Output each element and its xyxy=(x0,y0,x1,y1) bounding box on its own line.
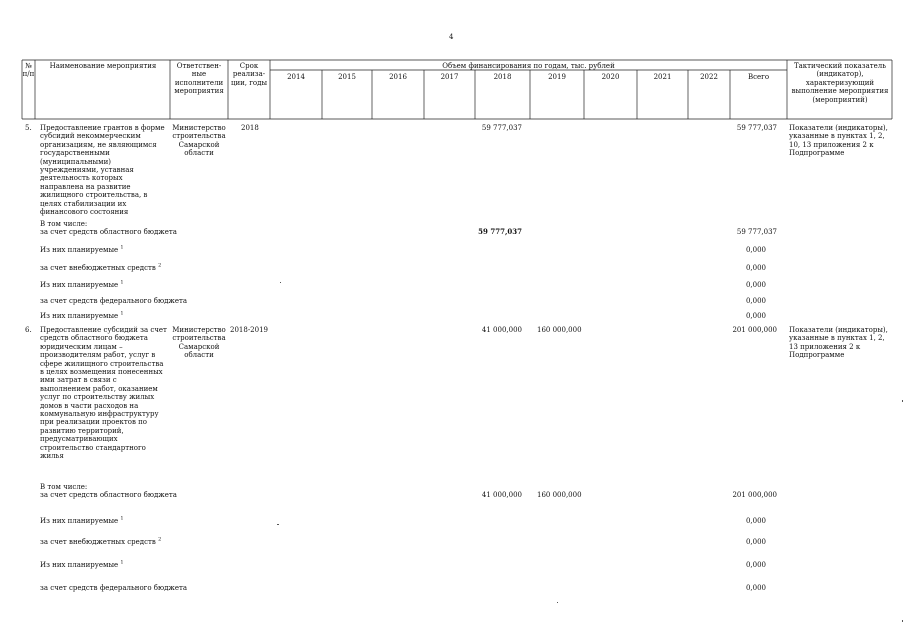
scan-speck xyxy=(280,282,281,283)
row6-sub-federal: за счет средств федерального бюджета xyxy=(40,584,188,592)
row5-sub-regional: за счет средств областного бюджета xyxy=(40,228,177,236)
row5-total: 59 777,037 xyxy=(736,124,777,132)
row6-2018: 41 000,000 xyxy=(481,326,522,334)
row5-sub-extrabudget: за счет внебюджетных средств $^2$ xyxy=(40,262,162,272)
year-total: Всего xyxy=(747,73,770,81)
row6-sub-regional: за счет средств областного бюджета xyxy=(40,491,177,499)
header-name: Наименование мероприятия xyxy=(49,62,157,70)
row6-term: 2018-2019 xyxy=(230,326,268,334)
row5-sub-planned-3-total: 0,000 xyxy=(745,312,766,320)
row5-sub-regional-total: 59 777,037 xyxy=(736,228,777,236)
row6-responsible: Министерство строительства Самарской области xyxy=(172,326,226,360)
year-2021: 2021 xyxy=(653,73,672,81)
header-responsible: Ответствен-ные исполнители мероприятия xyxy=(174,62,224,96)
row6-sub-regional-2018: 41 000,000 xyxy=(481,491,522,499)
row5-sub-federal-total: 0,000 xyxy=(745,297,766,305)
row6-including: В том числе: xyxy=(40,483,88,491)
row5-sub-regional-2018: 59 777,037 xyxy=(478,227,522,236)
year-2020: 2020 xyxy=(601,73,620,81)
scan-speck xyxy=(277,524,279,525)
row6-sub-planned-2: Из них планируемые $^1$ xyxy=(40,559,124,569)
header-financing-title: Объем финансирования по годам, тыс. рублей xyxy=(442,62,615,70)
row6-num: 6. xyxy=(25,326,32,334)
row6-sub-regional-total: 201 000,000 xyxy=(732,491,777,499)
year-2018: 2018 xyxy=(493,73,512,81)
row5-name: Предоставление грантов в форме субсидий некоммерческим организациям, не являющимся государственными (муниципальными) учреждениями, уставная деятельность которых направлена на развитие жилищного строительства, в целях стабилизации их финансового состояния xyxy=(40,124,165,217)
row5-sub-federal: за счет средств федерального бюджета xyxy=(40,297,188,305)
row5-indicator: Показатели (индикаторы), указанные в пунктах 1, 2, 10, 13 приложения 2 к Подпрограмме xyxy=(789,124,888,158)
row6-sub-regional-2019: 160 000,000 xyxy=(537,491,582,499)
year-2017: 2017 xyxy=(440,73,459,81)
row6-sub-extrabudget-total: 0,000 xyxy=(745,538,766,546)
row5-sub-planned-1: Из них планируемые $^1$ xyxy=(40,244,124,254)
row6-sub-extrabudget: за счет внебюджетных средств $^2$ xyxy=(40,536,162,546)
row5-num: 5. xyxy=(25,124,32,132)
scan-speck xyxy=(902,400,903,402)
row5-sub-planned-1-total: 0,000 xyxy=(745,246,766,254)
row5-2018: 59 777,037 xyxy=(481,124,522,132)
year-2016: 2016 xyxy=(389,73,407,81)
scan-speck xyxy=(902,620,903,622)
row5-term: 2018 xyxy=(241,124,259,132)
scan-speck xyxy=(557,602,558,603)
header-num-label: № п/п xyxy=(22,62,35,79)
year-2022: 2022 xyxy=(700,73,718,81)
row6-total: 201 000,000 xyxy=(732,326,777,334)
row6-2019: 160 000,000 xyxy=(537,326,582,334)
row6-sub-federal-total: 0,000 xyxy=(745,584,766,592)
page-number: 4 xyxy=(449,33,454,41)
year-2014: 2014 xyxy=(287,73,305,81)
header-num xyxy=(22,62,35,79)
row5-responsible: Министерство строительства Самарской области xyxy=(172,124,226,158)
row5-including: В том числе: xyxy=(40,220,88,228)
header-indicator: Тактический показатель (индикатор), характеризующий выполнение мероприятия (мероприятий) xyxy=(791,62,889,104)
header-term: Срок реализа-ции, годы xyxy=(230,62,268,87)
row5-sub-planned-2-total: 0,000 xyxy=(745,281,766,289)
row6-name: Предоставление субсидий за счет средств областного бюджета юридическим лицам – производителям работ, услуг в сфере жилищного строительства в целях возмещения понесенных ими затрат в связи с выполнением работ, оказанием услуг по строительству жилых домов в части расходов на коммунальную инфраструктуру при реализации проектов по развитию территорий, предусматривающих строительство стандартного жилья xyxy=(40,326,167,461)
year-2015: 2015 xyxy=(338,73,356,81)
row6-sub-planned-2-total: 0,000 xyxy=(745,561,766,569)
row5-sub-extrabudget-total: 0,000 xyxy=(745,264,766,272)
row6-indicator: Показатели (индикаторы), указанные в пунктах 1, 2, 13 приложения 2 к Подпрограмме xyxy=(789,326,888,360)
year-2019: 2019 xyxy=(548,73,566,81)
row5-sub-planned-2: Из них планируемые $^1$ xyxy=(40,279,124,289)
row6-sub-planned-1: Из них планируемые $^1$ xyxy=(40,515,124,525)
row6-sub-planned-1-total: 0,000 xyxy=(745,517,766,525)
row5-sub-planned-3: Из них планируемые $^1$ xyxy=(40,310,124,320)
